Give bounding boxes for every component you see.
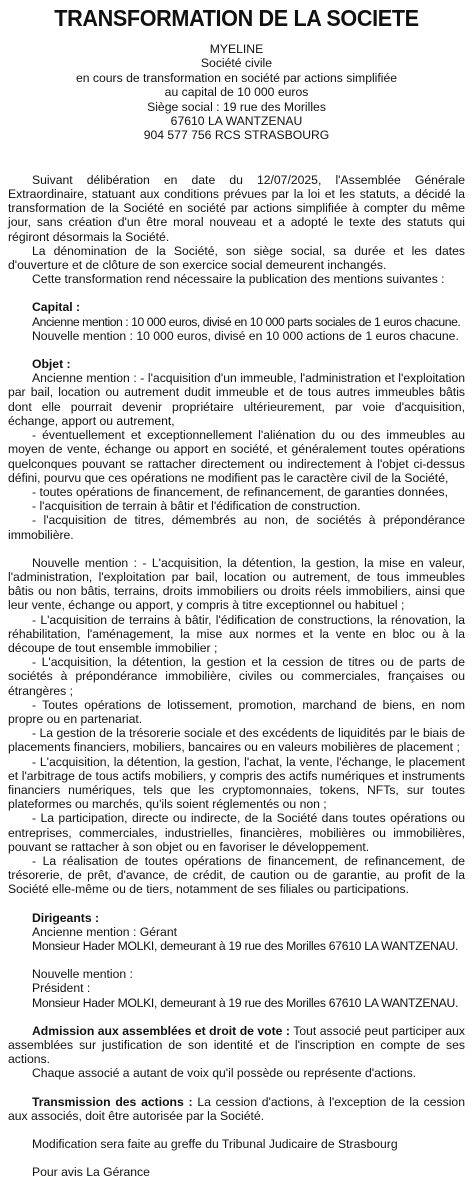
page-title: TRANSFORMATION DE LA SOCIETE (54, 5, 419, 31)
president-label: Président : (32, 981, 91, 996)
notice-body (8, 173, 465, 1179)
dirigeants-nouvelle-value: Monsieur Hader MOLKI, demeurant à 19 rue des Morilles 67610 LA WANTZENAU. (32, 995, 459, 1010)
company-city: 67610 LA WANTZENAU (170, 114, 303, 129)
objet-nouvelle-item: - La participation, directe ou indirecte, de la Société dans toutes opérations ou entreprises, commerciales, industrielles, financières, mobilières ou immobilières, pouvant se rattacher à son objet ou en favoriser le développement. (8, 811, 465, 854)
objet-ancienne-item: Ancienne mention : - l'acquisition d'un immeuble, l'administration et l'exploitation par bail, location ou autrement dudit immeuble et de tous autres immeubles bâtis dont elle pourrait devenir propriétaire ultérieurement, par voie d'acquisition, échange, apport ou autrement, (8, 371, 465, 428)
admission-vote: Chaque associé a autant de voix qu'il possède ou représente d'actions. (32, 1066, 417, 1081)
dirigeants-ancienne-label: Ancienne mention : Gérant (32, 924, 177, 939)
greffe-mention: Modification sera faite au greffe du Tribunal Judicaire de Strasbourg (32, 1137, 398, 1152)
company-capital: au capital de 10 000 euros (164, 85, 309, 100)
objet-nouvelle-item: - Toutes opérations de lotissement, promotion, marchand de biens, en nom propre ou en partenariat. (8, 697, 465, 726)
transmission-text: La cession d'actions, à l'exception de la cession aux associés, doit être autorisée par la Société. (8, 1094, 465, 1123)
dirigeants-ancienne-value: Monsieur Hader MOLKI, demeurant à 19 rue des Morilles 67610 LA WANTZENAU. (32, 939, 459, 953)
company-address: Siège social : 19 rue des Morilles (147, 99, 326, 114)
objet-nouvelle-item: - La gestion de la trésorerie sociale et des excédents de liquidités par le biais de placements financiers, mobiliers, bancaires ou en valeurs mobilières de placement ; (8, 726, 465, 755)
objet-ancienne-item: - l'acquisition de terrain à bâtir et l'édification de construction. (32, 499, 361, 514)
admission-text: Tout associé peut participer aux assemblées sur justification de son identité et de l'inscription en compte de ses actions. (8, 1023, 465, 1067)
company-form: Société civile (200, 56, 273, 71)
admission-label: Admission aux assemblées et droit de vote : (32, 1023, 290, 1038)
objet-nouvelle-item: - La réalisation de toutes opérations de financement, de refinancement, de trésorerie, de prêt, d'avance, de crédit, de caution ou de garantie, au profit de la Société elle-même ou de tiers, notamment de ses filiales ou participations. (8, 853, 465, 897)
capital-label: Capital : (32, 300, 81, 315)
signature: Pour avis La Gérance (32, 1165, 150, 1179)
capital-nouvelle: Nouvelle mention : 10 000 euros, divisé en 10 000 actions de 1 euros chacune. (32, 328, 459, 343)
transmission-paragraph (8, 1095, 465, 1123)
transmission-label: Transmission des actions : (32, 1094, 193, 1109)
dirigeants-nouvelle-label: Nouvelle mention : (32, 967, 133, 982)
objet-label: Objet : (32, 357, 71, 372)
objet-nouvelle-item: - L'acquisition de terrains à bâtir, l'édification de constructions, la rénovation, la réhabilitation, l'aménagement, la mise aux normes et la vente en bloc ou à la découpe de tout ensemble immobilier ; (8, 612, 465, 655)
dirigeants-label: Dirigeants : (32, 910, 100, 925)
capital-ancienne: Ancienne mention : 10 000 euros, divisé en 10 000 parts sociales de 1 euros chacune. (32, 314, 461, 329)
objet-nouvelle-item: - L'acquisition, la détention, la gestion, l'achat, la vente, l'échange, le placement et l'arbitrage de tous actifs mobiliers, y compris des actifs numériques et instruments financiers numériques, tels que les cryptomonnaies, tokens, NFTs, sur toutes plateformes ou marchés, qu'ils soient réglementés ou non ; (8, 754, 465, 812)
intro-paragraph: La dénomination de la Société, son siège social, sa durée et les dates d'ouverture et de clôture de son exercice social demeurent inchangés. (8, 243, 465, 273)
objet-nouvelle-item: - L'acquisition, la détention, la gestion et la cession de titres ou de parts de sociétés à prépondérance immobilière, civiles ou commerciales, françaises ou étrangères ; (8, 655, 465, 698)
company-rcs: 904 577 756 RCS STRASBOURG (143, 128, 330, 143)
admission-paragraph (8, 1024, 465, 1067)
company-name: MYELINE (209, 42, 264, 56)
intro-paragraph: Suivant délibération en date du 12/07/2025, l'Assemblée Générale Extraordinaire, statuant aux conditions prévues par la loi et les statuts, a décidé la transformation de la Société en société par actions simplifiée à compter du même jour, sans création d'un être moral nouveau et a adopté le texte des statuts qui régiront désormais la Société. (8, 172, 465, 244)
company-status: en cours de transformation en société par actions simplifiée (75, 70, 398, 85)
company-header (8, 42, 465, 143)
objet-ancienne-item: - toutes opérations de financement, de refinancement, de garanties données, (32, 484, 448, 499)
legal-notice (0, 4, 473, 1179)
objet-nouvelle-item: Nouvelle mention : - L'acquisition, la détention, la gestion, la mise en valeur, l'administration, l'exploitation par bail, location ou autrement, de tous immeubles bâtis ou non bâtis, terrains, droits immobiliers ou droits réels immobiliers, ainsi que leur vente, échange ou apport, y compris à titre exceptionnel ou habituel ; (8, 555, 465, 613)
intro-paragraph: Cette transformation rend nécessaire la publication des mentions suivantes : (32, 272, 445, 287)
objet-ancienne-item: - éventuellement et exceptionnellement l'aliénation du ou des immeubles au moyen de vente, échange ou apport en société, et généralement toutes opérations quelconques pouvant se rattacher directement ou indirectement à l'objet ci-dessus défini, pourvu que ces opérations ne modifient pas le caractère civil de la Société, (8, 428, 465, 485)
objet-ancienne-item: - l'acquisition de titres, démembrés au non, de sociétés à prépondérance immobilière. (8, 513, 465, 542)
